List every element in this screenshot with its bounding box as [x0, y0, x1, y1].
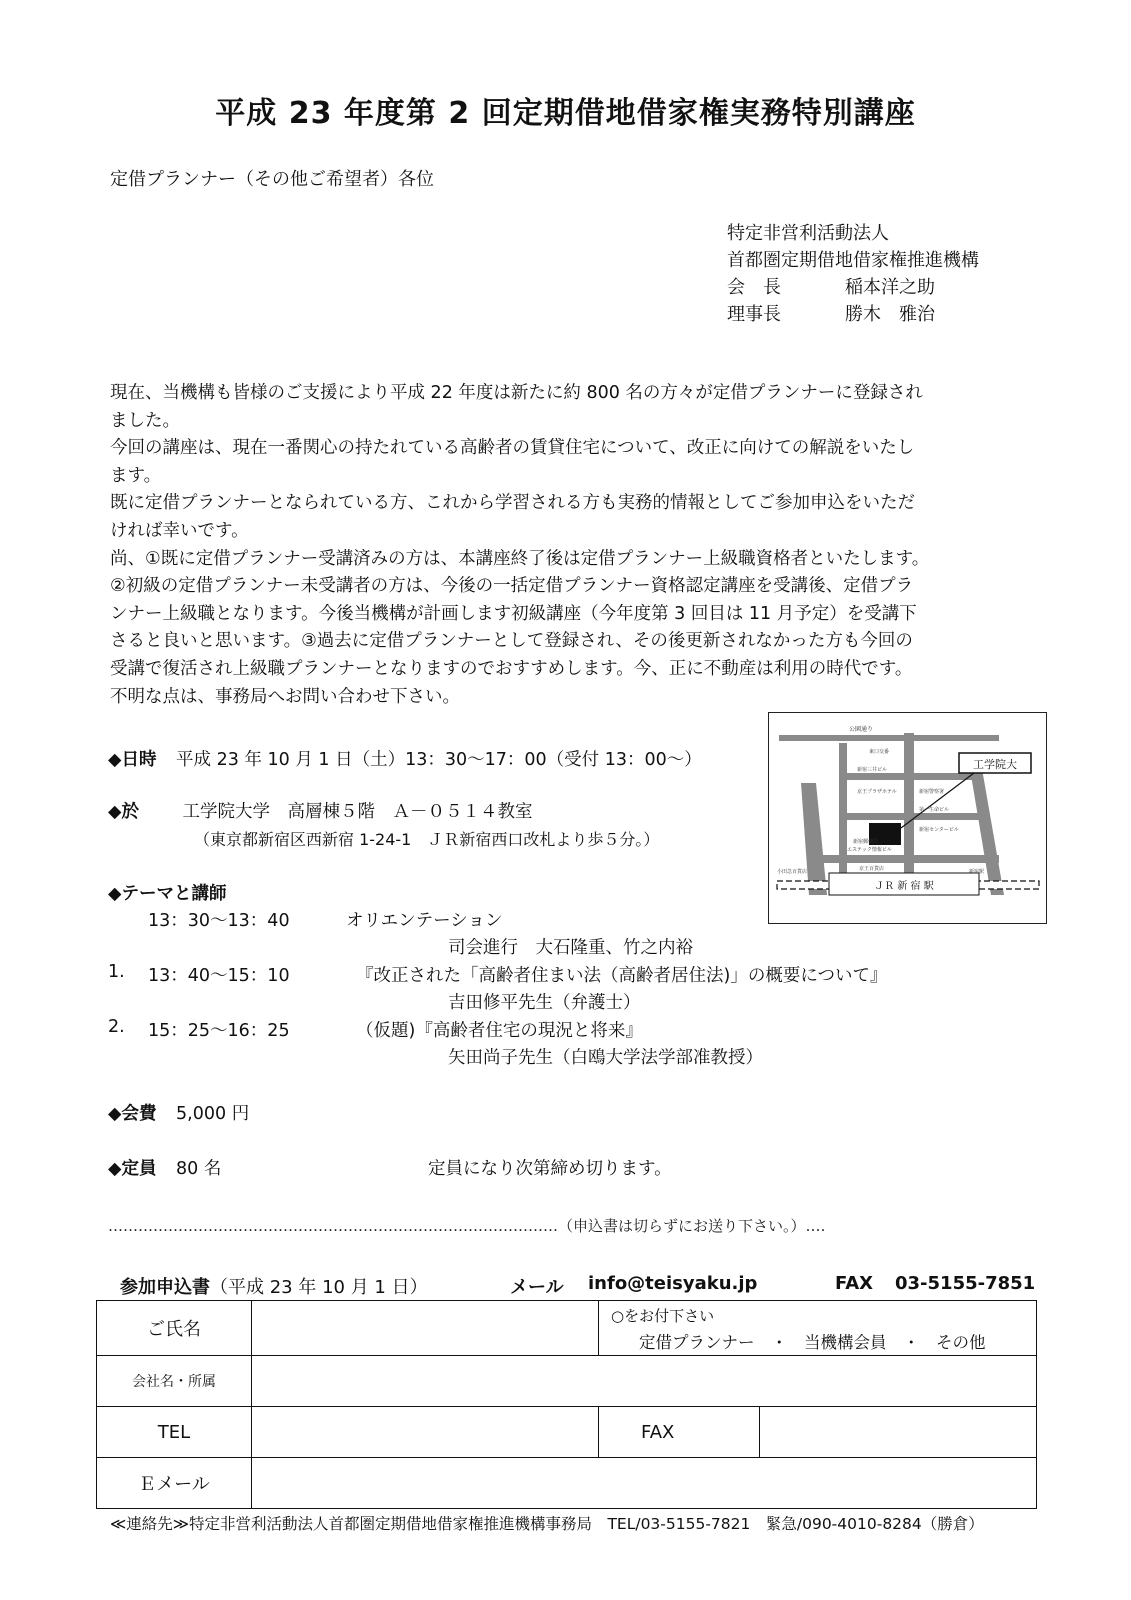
body-line: さると良いと思います。③過去に定借プランナーとして登録され、その後更新されなかった方も今回の	[110, 631, 913, 652]
chairman-name: 稲本洋之助	[845, 277, 935, 298]
map-label: 新宿警察署	[919, 789, 945, 795]
company-label: 会社名・所属	[97, 1356, 252, 1407]
theme-label: ◆テーマと講師	[108, 884, 227, 904]
schedule-speaker: 司会進行 大石隆重、竹之内裕	[448, 938, 693, 958]
map-label: 新宿郵便局	[853, 839, 879, 845]
date-line	[108, 746, 702, 771]
tel-field[interactable]	[252, 1407, 599, 1458]
form-row-email	[97, 1458, 1037, 1509]
body-line: 現在、当機構も皆様のご支援により平成 22 年度は新たに約 800 名の方々が定借プランナーに登録され	[110, 383, 923, 403]
road	[801, 783, 827, 895]
body-line: ます。	[110, 465, 162, 486]
schedule-time: 15：25～16：25	[148, 1021, 290, 1041]
body-line: ければ幸いです。	[110, 520, 249, 541]
schedule-num: 2.	[108, 1017, 125, 1037]
membership-options[interactable]: 定借プランナー ・ 当機構会員 ・ その他	[639, 1333, 986, 1352]
map-label: 京王百貨店	[859, 866, 885, 872]
fee-value: 5,000 円	[176, 1104, 250, 1124]
capacity-value: 80 名	[176, 1159, 222, 1179]
body-line: 今回の講座は、現在一番関心の持たれている高齢者の賃貸住宅について、改正に向けての解説をいたし	[110, 438, 915, 459]
location-map	[768, 712, 1047, 924]
capacity-note: 定員になり次第締め切ります。	[428, 1159, 672, 1179]
org-type: 特定非営利活動法人	[727, 223, 889, 244]
capacity-label: ◆定員	[108, 1159, 157, 1179]
fax-field-label: FAX	[599, 1407, 760, 1458]
schedule-speaker: 矢田尚子先生（白鴎大学法学部准教授）	[448, 1048, 763, 1068]
schedule-title: 『改正された「高齢者住まい法（高齢者居住法)」の概要について』	[356, 966, 888, 986]
mail-label: メール	[510, 1277, 564, 1298]
fee-line	[108, 1100, 249, 1125]
addressee: 定借プランナー（その他ご希望者）各位	[110, 169, 434, 190]
body-line: 不明な点は、事務局へお問い合わせ下さい。	[110, 686, 460, 707]
venue-line	[108, 798, 533, 823]
map-label: 新宿センタービル	[919, 827, 959, 833]
date-value: 平成 23 年 10 月 1 日（土）13：30～17：00（受付 13：00～）	[176, 750, 702, 770]
fax-field[interactable]	[760, 1407, 1037, 1458]
fax-number: 03-5155-7851	[895, 1273, 1036, 1294]
body-line: ました。	[110, 410, 180, 431]
chairman-title: 会 長	[727, 277, 781, 298]
director-name: 勝木 雅治	[845, 304, 935, 325]
form-header	[120, 1273, 1036, 1299]
name-label: ご氏名	[97, 1301, 252, 1356]
capacity-line	[108, 1155, 221, 1180]
map-drawing	[769, 713, 1046, 923]
name-field[interactable]	[252, 1301, 599, 1356]
schedule-time: 13：30～13：40	[148, 911, 290, 931]
mail-address: info@teisyaku.jp	[588, 1273, 758, 1294]
schedule-title: オリエンテーション	[346, 911, 503, 931]
cut-line: ………………………………………………………………………………（申込書は切らずにお送り下さい。）‥‥	[108, 1217, 826, 1235]
membership-cell[interactable]	[599, 1301, 1037, 1356]
road	[809, 855, 999, 863]
fax-label: FAX	[835, 1273, 874, 1294]
body-line: ンナー上級職となります。今後当機構が計画します初級講座（今年度第 3 回目は 11 月予定）を受講下	[110, 603, 917, 624]
schedule-title: （仮題)『高齢者住宅の現況と将来』	[356, 1021, 643, 1041]
map-label: エステック情報ビル	[847, 847, 892, 853]
venue-value: 工学院大学 高層棟５階 Ａ－０５１４教室	[182, 802, 533, 822]
station-label: ＪＲ 新 宿 駅	[874, 881, 934, 892]
map-label: 公園通り	[849, 726, 874, 733]
map-label: 小田急百貨店	[777, 869, 808, 875]
road	[779, 735, 999, 741]
road	[839, 813, 979, 820]
company-field[interactable]	[252, 1356, 1037, 1407]
map-label: 新宿三井ビル	[857, 767, 888, 773]
circle-note: ○をお付下さい	[611, 1307, 715, 1325]
schedule-num: 1.	[108, 962, 125, 982]
director-title: 理事長	[727, 304, 781, 325]
org-director	[727, 300, 935, 326]
form-date: （平成 23 年 10 月 1 日）	[210, 1277, 428, 1298]
body-line: 既に定借プランナーとなられている方、これから学習される方も実務的情報としてご参加申込をいただ	[110, 493, 915, 514]
highlight-label: 工学院大	[973, 758, 1017, 771]
org-name: 首都圏定期借地借家権推進機構	[727, 250, 979, 271]
form-row-company	[97, 1356, 1037, 1407]
body-line: 受講で復活され上級職プランナーとなりますのでおすすめします。今、正に不動産は利用の時代です。	[110, 658, 913, 679]
fee-label: ◆会費	[108, 1104, 157, 1124]
map-label: 京王プラザホテル	[857, 789, 897, 795]
venue-label: ◆於	[108, 802, 139, 822]
form-row-name	[97, 1301, 1037, 1356]
schedule-time: 13：40～15：10	[148, 966, 290, 986]
map-label: 第一生命ビル	[919, 807, 950, 813]
body-text	[110, 380, 1035, 711]
application-form	[96, 1300, 1037, 1509]
org-chairman	[727, 273, 935, 299]
date-label: ◆日時	[108, 750, 157, 770]
venue-address: （東京都新宿区西新宿 1-24-1 ＪＲ新宿西口改札より歩５分。）	[194, 830, 660, 849]
form-heading: 参加申込書	[120, 1277, 210, 1298]
map-label: 新宿駅	[969, 869, 985, 875]
email-label: Ｅメール	[97, 1458, 252, 1509]
page-title: 平成 23 年度第 2 回定期借地借家権実務特別講座	[215, 96, 916, 131]
body-line: 尚、①既に定借プランナー受講済みの方は、本講座終了後は定借プランナー上級職資格者といたします。	[110, 548, 930, 569]
email-field[interactable]	[252, 1458, 1037, 1509]
form-row-tel	[97, 1407, 1037, 1458]
body-line: ②初級の定借プランナー未受講者の方は、今後の一括定借プランナー資格認定講座を受講後、定借プラ	[110, 576, 914, 597]
contact-footer: ≪連絡先≫特定非営利活動法人首都圏定期借地借家権推進機構事務局 TEL/03-5155-7821 緊急/090-4010-8284（勝倉）	[110, 1515, 984, 1533]
tel-label: TEL	[97, 1407, 252, 1458]
map-label: 東口交番	[869, 749, 890, 755]
schedule-speaker: 吉田修平先生（弁護士）	[448, 993, 641, 1013]
road	[839, 773, 979, 780]
